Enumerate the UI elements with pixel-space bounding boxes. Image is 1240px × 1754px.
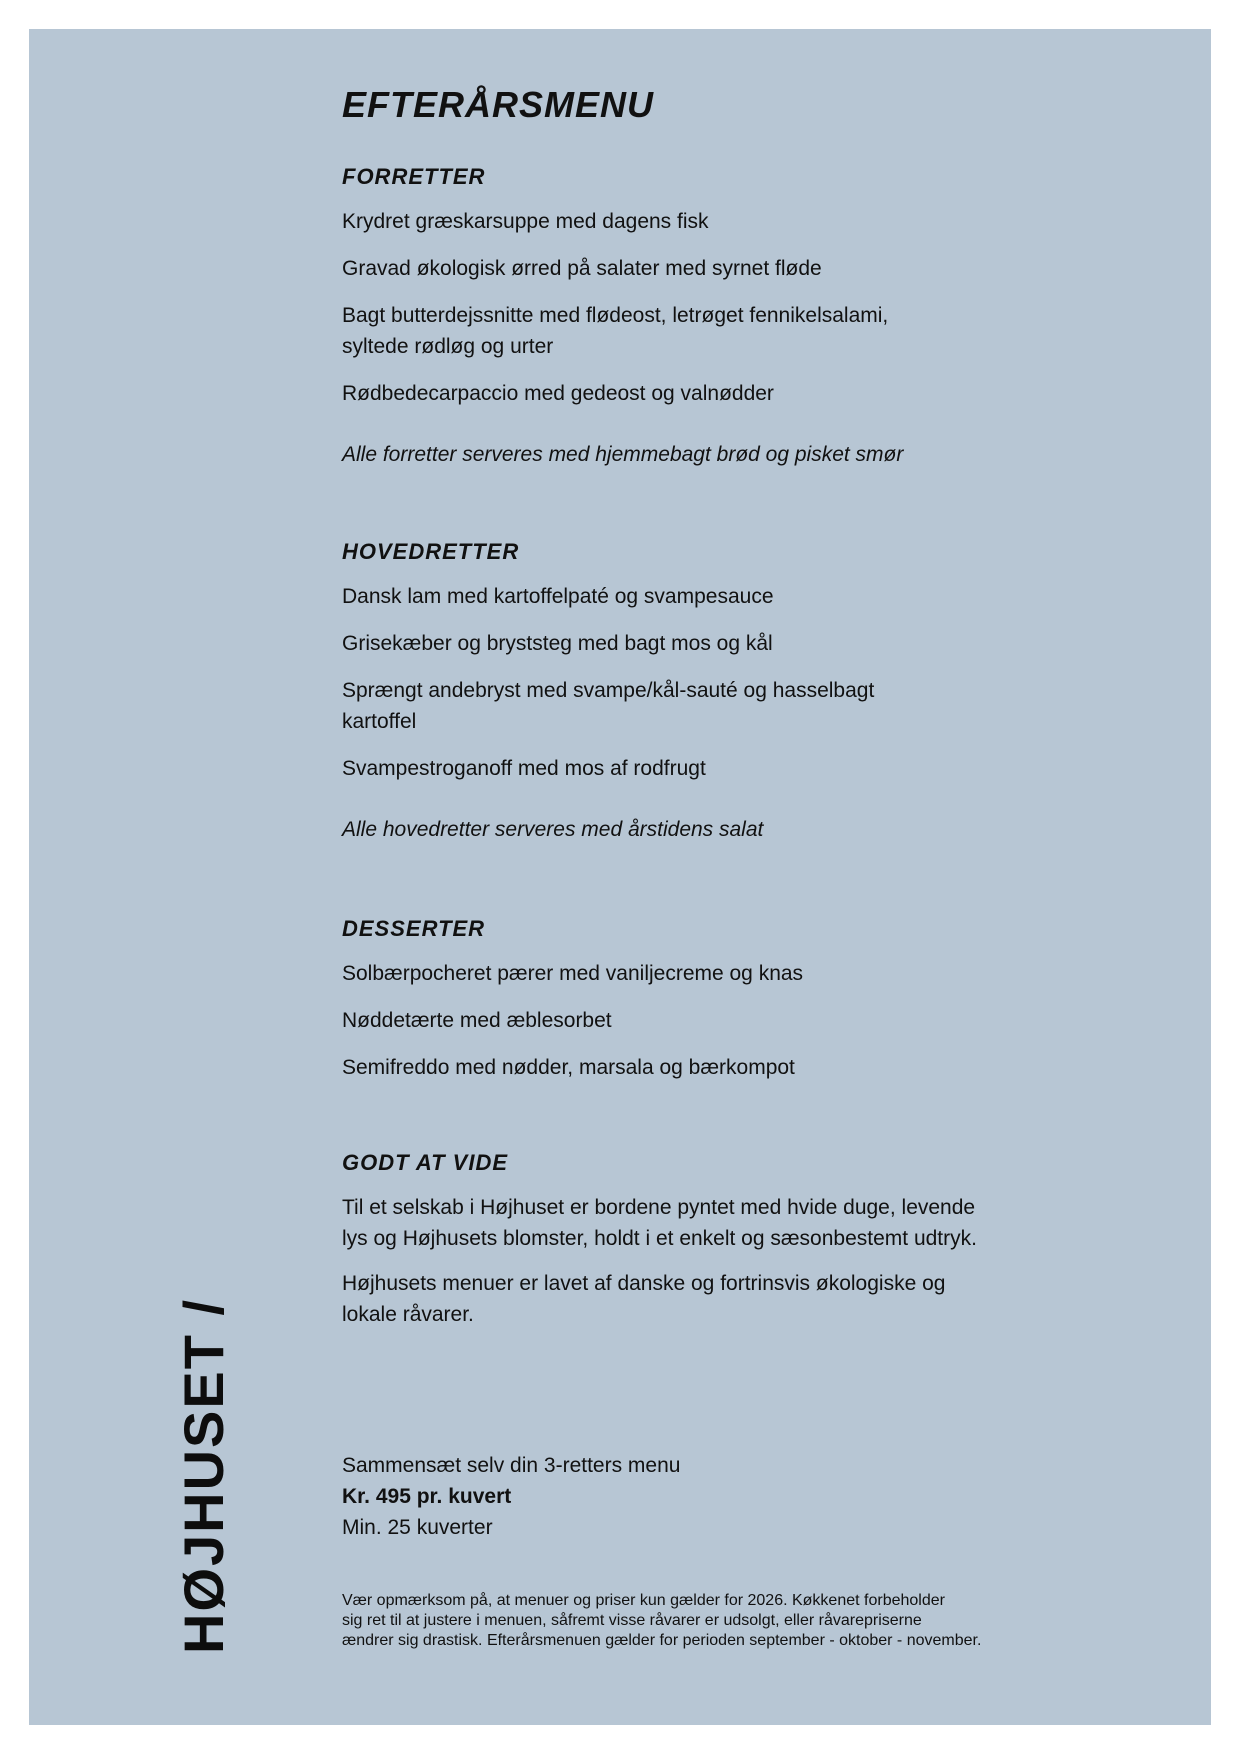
price-block — [342, 1450, 1182, 1543]
section-note-hovedretter: Alle hovedretter serveres med årstidens salat — [342, 818, 764, 841]
disclaimer — [342, 1591, 1142, 1651]
section-hovedretter — [342, 537, 1182, 845]
menu-item: Sprængt andebryst med svampe/kål-sauté og hasselbagt kartoffel — [342, 679, 875, 733]
section-forretter — [342, 162, 1182, 470]
section-note-forretter: Alle forretter serveres med hjemmebagt brød og pisket smør — [342, 443, 904, 466]
disclaimer-line: ændrer sig drastisk. Efterårsmenuen gælder for perioden september - oktober - november. — [342, 1632, 982, 1649]
menu-item: Dansk lam med kartoffelpaté og svampesauce — [342, 585, 774, 608]
info-paragraph: Til et selskab i Højhuset er bordene pyntet med hvide duge, levende lys og Højhusets blomster, holdt i et enkelt og sæsonbestemt udtryk. — [342, 1196, 977, 1250]
menu-item: Krydret græskarsuppe med dagens fisk — [342, 210, 709, 233]
section-godt-at-vide — [342, 1148, 1182, 1344]
menu-item: Semifreddo med nødder, marsala og bærkompot — [342, 1056, 795, 1079]
section-heading-desserter: DESSERTER — [342, 916, 486, 941]
hojhuset-logo: HØJHUSET / — [172, 1297, 235, 1654]
price-value: Kr. 495 pr. kuvert — [342, 1485, 512, 1508]
menu-item: Bagt butterdejssnitte med flødeost, letrøget fennikelsalami, syltede rødløg og urter — [342, 304, 889, 358]
menu-item: Grisekæber og bryststeg med bagt mos og kål — [342, 632, 773, 655]
disclaimer-line: Vær opmærksom på, at menuer og priser kun gælder for 2026. Køkkenet forbeholder — [342, 1592, 945, 1609]
section-heading-forretter: FORRETTER — [342, 164, 486, 189]
section-heading-godt-at-vide: GODT AT VIDE — [342, 1150, 508, 1175]
menu-item: Solbærpocheret pærer med vaniljecreme og knas — [342, 962, 804, 985]
menu-item: Nøddetærte med æblesorbet — [342, 1009, 612, 1032]
price-intro: Sammensæt selv din 3-retters menu — [342, 1454, 681, 1477]
menu-item: Rødbedecarpaccio med gedeost og valnødder — [342, 382, 774, 405]
info-paragraph: Højhusets menuer er lavet af danske og fortrinsvis økologiske og lokale råvarer. — [342, 1272, 946, 1326]
menu-item: Svampestroganoff med mos af rodfrugt — [342, 757, 706, 780]
menu-item: Gravad økologisk ørred på salater med syrnet fløde — [342, 257, 822, 280]
menu-page — [29, 29, 1211, 1725]
menu-title: EFTERÅRSMENU — [342, 84, 655, 125]
price-minimum: Min. 25 kuverter — [342, 1516, 493, 1539]
disclaimer-line: sig ret til at justere i menuen, såfremt visse råvarer er udsolgt, eller råvarepriserne — [342, 1612, 922, 1629]
section-desserter — [342, 914, 1182, 1099]
section-heading-hovedretter: HOVEDRETTER — [342, 539, 520, 564]
